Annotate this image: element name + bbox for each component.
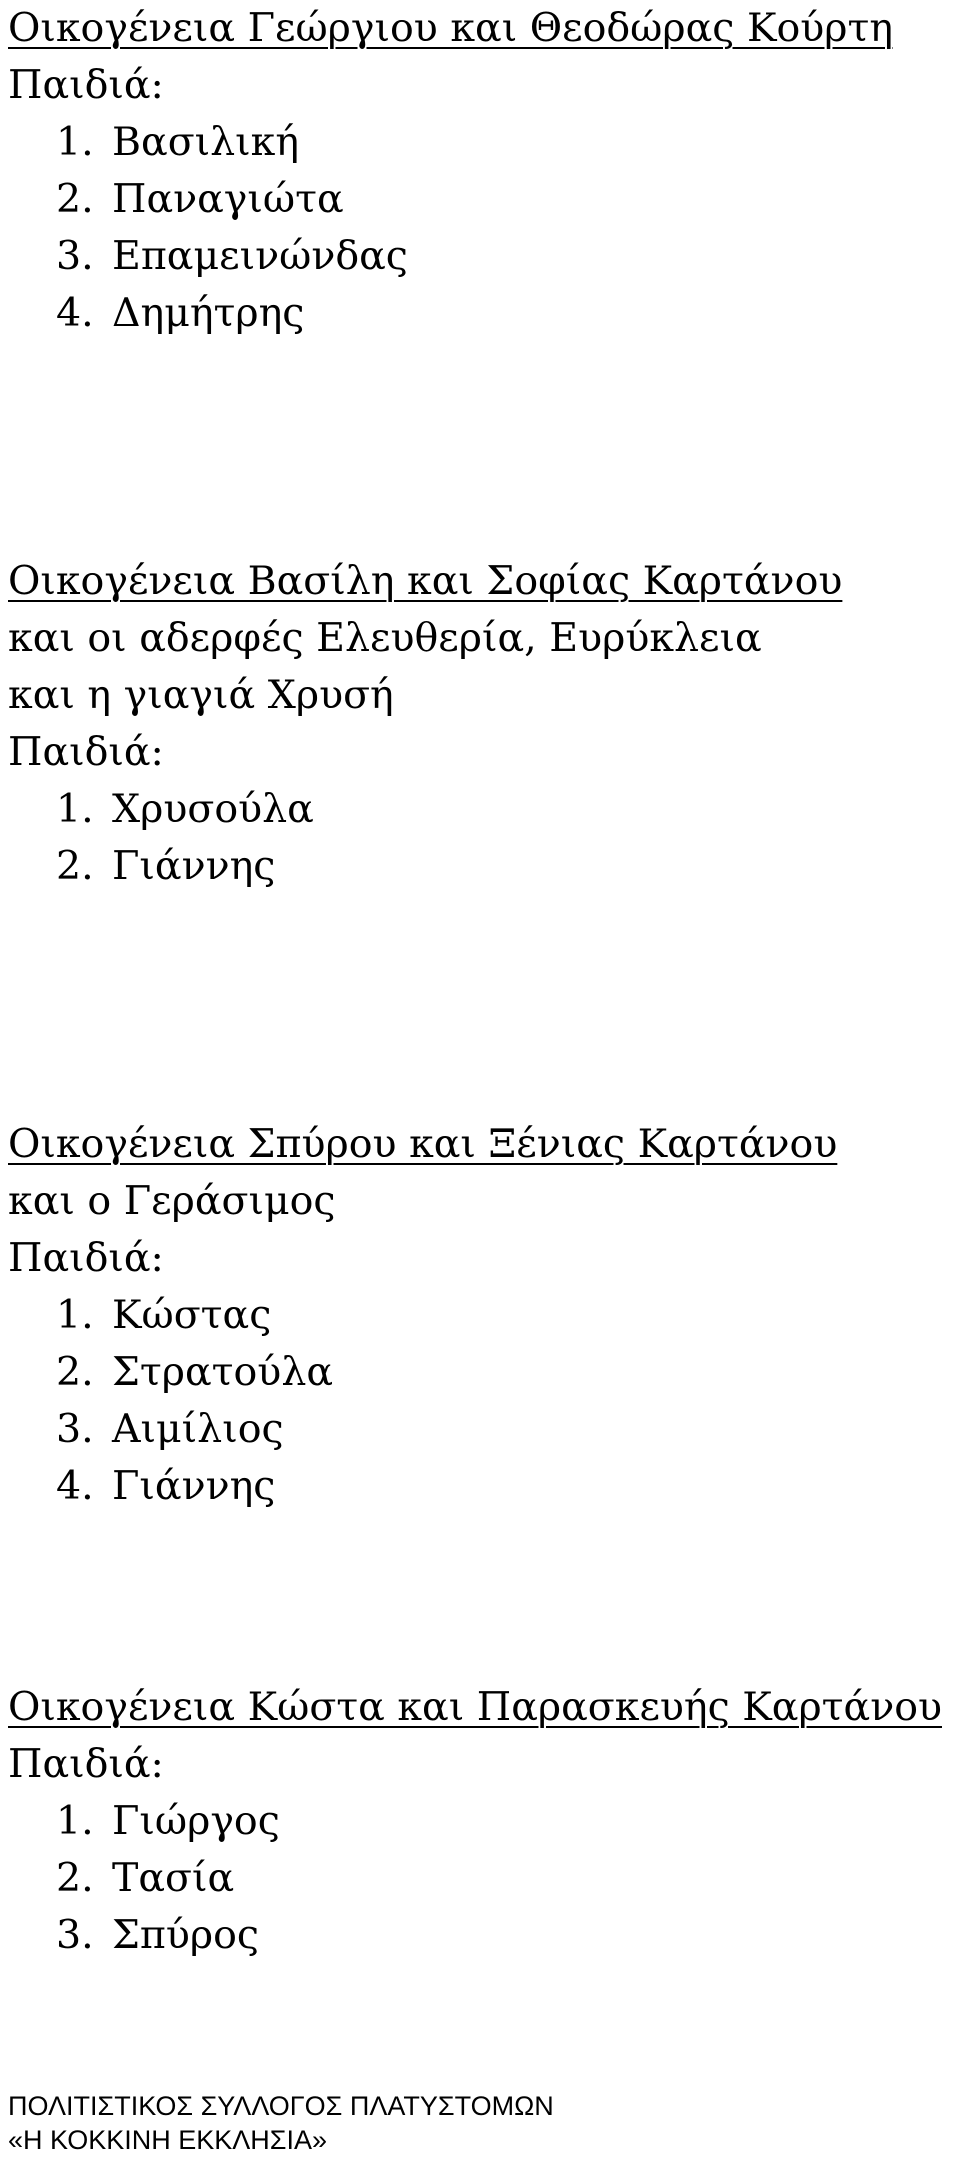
page-footer	[8, 2089, 554, 2157]
child-item	[56, 1344, 958, 1401]
child-item	[56, 1907, 958, 1964]
footer-association-name: ΠΟΛΙΤΙΣΤΙΚΟΣ ΣΥΛΛΟΓΟΣ ΠΛΑΤΥΣΤΟΜΩΝ	[8, 2091, 554, 2121]
child-name: Σπύρος	[112, 1912, 260, 1958]
child-name: Δημήτρης	[112, 290, 305, 336]
family-title: Οικογένεια Σπύρου και Ξένιας Καρτάνου	[8, 1121, 838, 1167]
child-name: Αιμίλιος	[112, 1406, 284, 1452]
child-item	[56, 781, 958, 838]
child-number: 3.	[56, 1406, 94, 1452]
children-label: Παιδιά:	[8, 1741, 164, 1787]
child-item	[56, 114, 958, 171]
child-number: 2.	[56, 176, 94, 222]
child-name: Τασία	[112, 1855, 235, 1901]
family-section-kartanou-spyrou	[8, 1116, 958, 1515]
child-number: 1.	[56, 786, 94, 832]
child-item	[56, 1850, 958, 1907]
children-list	[8, 1793, 958, 1964]
child-number: 2.	[56, 1349, 94, 1395]
child-item	[56, 1793, 958, 1850]
child-item	[56, 838, 958, 895]
family-title-continuation: και η γιαγιά Χρυσή	[8, 672, 394, 718]
child-item	[56, 171, 958, 228]
child-number: 2.	[56, 1855, 94, 1901]
child-number: 4.	[56, 1463, 94, 1509]
children-label: Παιδιά:	[8, 62, 164, 108]
family-section-kartanou-vasili	[8, 553, 958, 895]
family-section-kourti	[8, 0, 958, 342]
child-name: Βασιλική	[112, 119, 300, 165]
child-name: Γιώργος	[112, 1798, 280, 1844]
child-item	[56, 1458, 958, 1515]
family-title: Οικογένεια Γεώργιου και Θεοδώρας Κούρτη	[8, 5, 893, 51]
family-title-continuation: και ο Γεράσιμος	[8, 1178, 336, 1224]
child-number: 1.	[56, 119, 94, 165]
child-name: Κώστας	[112, 1292, 272, 1338]
child-name: Στρατούλα	[112, 1349, 334, 1395]
footer-association-subtitle: «Η ΚΟΚΚΙΝΗ ΕΚΚΛΗΣΙΑ»	[8, 2125, 327, 2155]
child-number: 3.	[56, 1912, 94, 1958]
child-name: Γιάννης	[112, 843, 276, 889]
family-section-kartanou-kosta	[8, 1679, 958, 1964]
children-list	[8, 114, 958, 342]
child-item	[56, 228, 958, 285]
child-item	[56, 1401, 958, 1458]
child-item	[56, 1287, 958, 1344]
children-list	[8, 1287, 958, 1515]
child-number: 2.	[56, 843, 94, 889]
child-name: Επαμεινώνδας	[112, 233, 408, 279]
child-number: 1.	[56, 1292, 94, 1338]
child-name: Παναγιώτα	[112, 176, 344, 222]
child-item	[56, 285, 958, 342]
child-name: Χρυσούλα	[112, 786, 314, 832]
child-name: Γιάννης	[112, 1463, 276, 1509]
child-number: 4.	[56, 290, 94, 336]
family-title: Οικογένεια Βασίλη και Σοφίας Καρτάνου	[8, 558, 843, 604]
child-number: 1.	[56, 1798, 94, 1844]
children-label: Παιδιά:	[8, 1235, 164, 1281]
child-number: 3.	[56, 233, 94, 279]
family-title: Οικογένεια Κώστα και Παρασκευής Καρτάνου	[8, 1684, 942, 1730]
children-list	[8, 781, 958, 895]
children-label: Παιδιά:	[8, 729, 164, 775]
family-title-continuation: και οι αδερφές Ελευθερία, Ευρύκλεια	[8, 615, 762, 661]
